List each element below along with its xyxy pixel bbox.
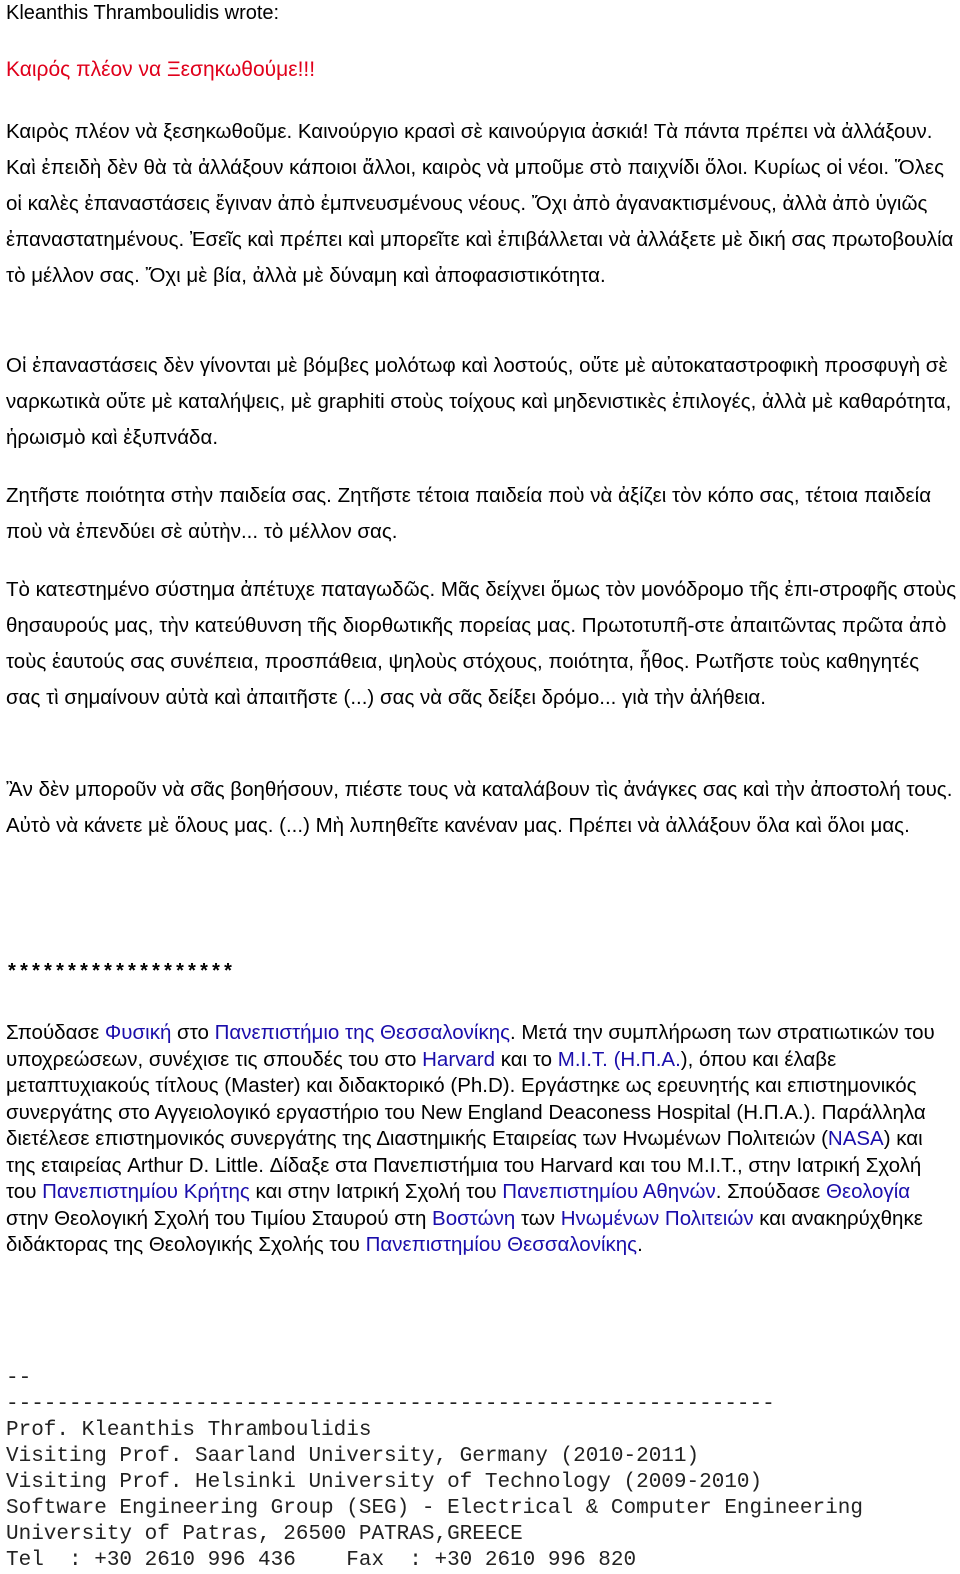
- paragraph-3: Ζητῆστε ποιότητα στὴν παιδεία σας. Ζητῆστε τέτοια παιδεία ποὺ νὰ ἀξίζει τὸν κόπο σας, τέτοια παιδεία ποὺ νὰ ἐπενδύει σὲ αὐτὴν... τὸ μέλλον σας.: [6, 484, 932, 543]
- signature-dashes: --: [6, 1367, 32, 1390]
- article-title: Καιρός πλέον να Ξεσηκωθούμε!!!: [6, 58, 316, 81]
- bio-text: . Σπούδασε: [715, 1180, 827, 1203]
- quote-attribution: Kleanthis Thramboulidis wrote:: [6, 2, 280, 24]
- link-boston[interactable]: Βοστώνη: [432, 1206, 516, 1230]
- author-bio: [6, 1020, 954, 1259]
- paragraph-1: Καιρὸς πλέον νὰ ξεσηκωθοῦμε. Καινούργιο κρασὶ σὲ καινούργια ἀσκιά! Τὰ πάντα πρέπει νὰ ἀλλάξουν. Καὶ ἐπειδὴ δὲν θὰ τὰ ἀλλάξουν κάποιοι ἄλλοι, καιρὸς νὰ μποῦμε στὸ παιχνίδι ὅλοι. Κυρίως οἱ νέοι. Ὅλες οἱ καλὲς ἐπαναστάσεις ἔγιναν ἀπὸ ἐμπνευσμένους νέους. Ὄχι ἀπὸ ἀγανακτισμένους, ἀλλὰ ἀπὸ ὑγιῶς ἐπαναστατημένους. Ἐσεῖς καὶ πρέπει καὶ μπορεῖτε καὶ ἐπιβάλλεται νὰ ἀλλάξετε μὲ δική σας πρωτοβουλία τὸ μέλλον σας. Ὄχι μὲ βία, ἀλλὰ μὲ δύναμη καὶ ἀποφασιστικότητα.: [6, 120, 954, 287]
- signature-line: Software Engineering Group (SEG) - Electrical & Computer Engineering: [6, 1497, 863, 1520]
- link-nasa[interactable]: NASA: [827, 1127, 884, 1150]
- link-mit[interactable]: M.I.T.: [557, 1047, 608, 1071]
- link-university-thessaloniki-2[interactable]: Πανεπιστημίου Θεσσαλονίκης: [365, 1233, 638, 1256]
- link-theology[interactable]: Θεολογία: [826, 1180, 911, 1203]
- bio-text: ), όπου και έλαβε μεταπτυχιακούς τίτλους (Master) και διδακτορικό (Ph.D). Εργάστηκε ως ερευνητής και επιστημονικός συνεργάτης στο Αγγειολογικό εργαστήριο του New England Deaconess Hospital (Η.Π.Α.). Παράλληλα διετέλεσε επιστημονικός συνεργάτης της Διαστημικής Εταιρείας των Ηνωμένων Πολιτειών (: [6, 1047, 926, 1150]
- signature-line: University of Patras, 26500 PATRAS,GREECE: [6, 1523, 523, 1546]
- paragraph-2: Οἱ ἐπαναστάσεις δὲν γίνονται μὲ βόμβες μολότωφ καὶ λοστούς, οὔτε μὲ αὐτοκαταστροφικὴ προσφυγὴ σὲ ναρκωτικὰ οὔτε μὲ καταλήψεις, μὲ graphiti στοὺς τοίχους καὶ μηδενιστικὲς ἐπιλογές, ἀλλὰ μὲ καθαρότητα, ἡρωισμὸ καὶ ἐξυπνάδα.: [6, 354, 952, 449]
- signature-line: Visiting Prof. Saarland University, Germany (2010-2011): [6, 1445, 700, 1468]
- bio-text: των: [515, 1206, 561, 1230]
- bio-text: ) και της εταιρείας Arthur D. Little. Δίδαξε στα Πανεπιστήμια του Harvard και του M.I.T., στην Ιατρική Σχολή του: [6, 1127, 923, 1203]
- link-usa[interactable]: (Η.Π.Α.: [613, 1047, 681, 1071]
- signature-contact: Tel : +30 2610 996 436 Fax : +30 2610 996 820: [6, 1549, 637, 1572]
- paragraph-4: Τὸ κατεστημένο σύστημα ἀπέτυχε παταγωδῶς. Μᾶς δείχνει ὅμως τὸν μονόδρομο τῆς ἐπι-στροφῆς στοὺς θησαυρούς μας, τὴν κατεύθυνση τῆς διορθωτικῆς πορείας μας. Πρωτοτυπῆ-στε ἀπαιτῶντας πρῶτα ἀπὸ τοὺς ἑαυτούς σας συνέπεια, προσπάθεια, ψηλοὺς στόχους, ποιότητα, ἦθος. Ρωτῆστε τοὺς καθηγητές σας τὶ σημαίνουν αὐτὰ καὶ ἀπαιτῆστε (...) σας νὰ σᾶς δείξει δρόμο... γιὰ τὴν ἀλήθεια.: [6, 578, 957, 709]
- link-university-athens[interactable]: Πανεπιστημίου Αθηνών: [502, 1180, 716, 1203]
- bio-text: στο: [171, 1021, 215, 1044]
- bio-text: και στην Ιατρική Σχολή του: [249, 1180, 503, 1203]
- link-harvard[interactable]: Harvard: [422, 1047, 496, 1071]
- bio-text: Σπούδασε: [6, 1021, 105, 1044]
- bio-text: και το: [495, 1047, 558, 1071]
- email-signature: [6, 1366, 863, 1574]
- bio-text: και ανακηρύχθηκε διδάκτορας της Θεολογικής Σχολής του: [6, 1206, 923, 1256]
- bio-text: .: [637, 1233, 643, 1256]
- bio-text: στην Θεολογική Σχολή του Τιμίου Σταυρού στη: [6, 1206, 433, 1230]
- link-physics[interactable]: Φυσική: [104, 1021, 172, 1044]
- link-university-thessaloniki[interactable]: Πανεπιστήμιο της Θεσσαλονίκης: [214, 1021, 510, 1044]
- section-divider: *******************: [6, 962, 235, 985]
- signature-rule: -------------------------------------------------------------: [6, 1393, 775, 1416]
- bio-text: . Μετά την συμπλήρωση των στρατιωτικών του υποχρεώσεων, συνέχισε τις σπουδές του στο: [6, 1021, 935, 1071]
- paragraph-5: Ἂν δὲν μποροῦν νὰ σᾶς βοηθήσουν, πιέστε τους νὰ καταλάβουν τὶς ἀνάγκες σας καὶ τὴν ἀποστολή τους. Αὐτὸ νὰ κάνετε μὲ ὅλους μας. (...) Μὴ λυπηθεῖτε κανέναν μας. Πρέπει νὰ ἀλλάξουν ὅλα καὶ ὅλοι μας.: [6, 778, 953, 837]
- link-university-crete[interactable]: Πανεπιστημίου Κρήτης: [42, 1180, 250, 1203]
- signature-name: Prof. Kleanthis Thramboulidis: [6, 1419, 372, 1442]
- signature-line: Visiting Prof. Helsinki University of Technology (2009-2010): [6, 1471, 763, 1494]
- link-united-states[interactable]: Ηνωμένων Πολιτειών: [560, 1206, 754, 1230]
